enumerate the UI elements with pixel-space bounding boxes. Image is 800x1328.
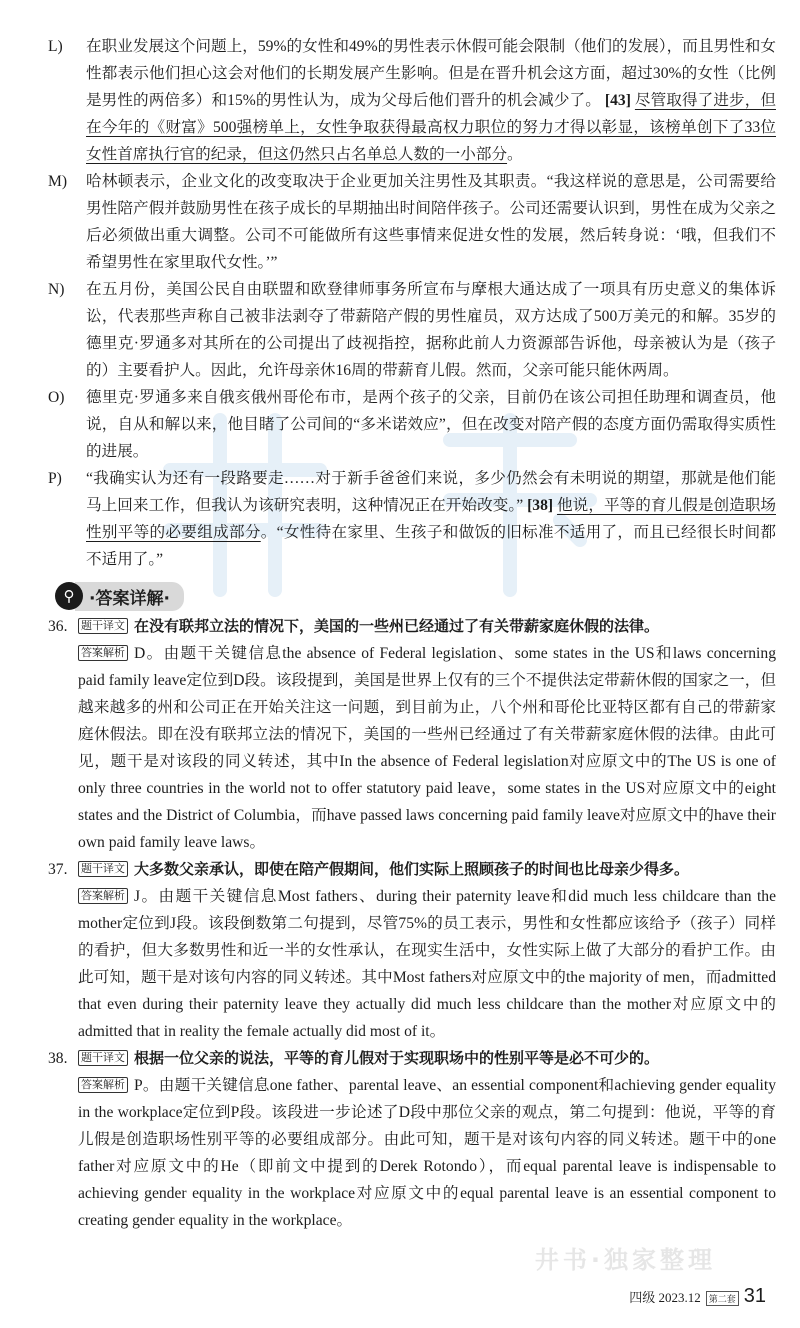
paragraph-label: O) [48,389,65,406]
question-ref: [38] [527,497,554,514]
answer-analysis-tag: 答案解析 [78,645,128,661]
question-translation-tag: 题干译文 [78,1050,128,1066]
paragraph-text-end: 。“女性待在家里、生孩子和做饭的旧标准不适用了，而且已经很长时间都不适用了。” [86,524,776,568]
paragraph-text: 在职业发展这个问题上，59%的女性和49%的男性表示休假可能会限制（他们的发展），而且男性和女性都表示他们担心这会对他们的长期发展产生影响。但是在晋升机会这方面，超过30%的女性（比例是男性的两倍多）和15%的男性认为，成为父母后他们晋升的机会减少了。 [86,38,776,109]
paragraph-label: L) [48,38,63,55]
answer-text: J。由题干关键信息Most fathers、during their paternity leave和did much less childcare than the mother定位到J段。该段倒数第二句提到，尽管75%的员工表示，男性和女性都应该给予（孩子）同样的看护，但大多数男性和近一半的女性承认，在现实生活中，女性实际上做了大部分的看护工作。由此可知，题干是对该句内容的同义转述。其中Most fathers对应原文中的the majority of men，而admitted that even during their paternity leave they actually did much less childcare than the mother对应原文中的admitted that in reality the female actually did most of it。 [78,888,776,1040]
question-36 [48,613,776,856]
exam-info: 四级 2023.12 [629,1290,701,1305]
paragraph-label: M) [48,173,68,190]
paragraph-text: 德里克·罗通多来自俄亥俄州哥伦布市，是两个孩子的父亲，目前仍在该公司担任助理和调查员，他说，自从和解以来，他目睹了公司间的“多米诺效应”，但在改变对陪产假的态度方面仍需取得实质性的进展。 [86,389,776,460]
underlined-text: 他说，平等的育儿假是创造职场性别平等的必要组成部分 [86,497,776,541]
question-translation-tag: 题干译文 [78,861,128,877]
question-text: 在没有联邦立法的情况下，美国的一些州已经通过了有关带薪家庭休假的法律。 [134,617,660,635]
question-37 [48,856,776,1045]
paragraph-text-end: 。 [507,146,523,163]
paragraph-text: 哈林顿表示，企业文化的改变取决于企业更加关注男性及其职责。“我这样说的意思是，公司需要给男性陪产假并鼓励男性在孩子成长的早期抽出时间陪伴孩子。公司还需要认识到，男性在成为父亲之后必须做出重大调整。公司不可能做所有这些事情来促进女性的发展，然后转身说：‘哦，但我们不希望男性在家里取代女性。’” [86,173,777,271]
question-ref: [43] [604,92,631,109]
question-number: 37. [48,861,68,878]
paragraph-label: P) [48,470,62,487]
lightbulb-icon: ⚲ [55,582,83,610]
question-number: 36. [48,618,68,635]
answer-analysis-tag: 答案解析 [78,1077,128,1093]
answer-text: D。由题干关键信息the absence of Federal legislation、some states in the US和laws concerning paid family leave定位到D段。该段提到，美国是世界上仅有的三个不提供法定带薪休假的国家之一，但越来越多的州和公司正在开始关注这一问题，到目前为止，八个州和哥伦比亚特区都有自己的带薪家庭休假法。即在没有联邦立法的情况下，美国的一些州已经通过了有关带薪家庭休假的法律。由此可见，题干是对该段的同义转述，其中In the absence of Federal legislation对应原文中的The US is one of only three countries in the world not to offer statutory paid leave，some states in the US对应原文中的eight states and the District of Columbia，而have passed laws concerning paid family leave对应原文中的have their own paid family leave laws。 [78,645,776,851]
page-footer [48,1285,776,1308]
paragraph-label: N) [48,281,65,298]
question-38 [48,1045,776,1234]
page-number: 31 [743,1285,766,1307]
section-title: ·答案详解· [75,582,184,611]
passage-paragraph-l [48,33,776,168]
paragraph-text: 在五月份，美国公民自由联盟和欧登律师事务所宣布与摩根大通达成了一项具有历史意义的集体诉讼，代表那些声称自己被非法剥夺了带薪陪产假的男性雇员，双方达成了500万美元的和解。35岁的德里克·罗通多对其所在的公司提出了歧视指控，据称此前人力资源部告诉他，母亲被认为是（孩子的）主要看护人。因此，允许母亲休16周的带薪育儿假。然而，父亲可能只能休两周。 [86,281,776,379]
passage-paragraph-o [48,384,776,465]
passage-paragraph-n [48,276,776,384]
section-header [55,581,776,611]
question-text: 根据一位父亲的说法，平等的育儿假对于实现职场中的性别平等是必不可少的。 [134,1049,660,1067]
question-translation-tag: 题干译文 [78,618,128,634]
passage-paragraph-p [48,465,776,573]
answer-analysis-tag: 答案解析 [78,888,128,904]
answer-text: P。由题干关键信息one father、parental leave、an essential component和achieving gender equality in the workplace定位到P段。该段进一步论述了D段中那位父亲的观点，第二句提到：他说，平等的育儿假是创造职场性别平等的必要组成部分。由此可知，题干是对该句内容的同义转述。题干中的one father对应原文中的He（即前文中提到的Derek Rotondo），而equal parental leave is indispensable to achieving gender equality in the workplace对应原文中的equal parental leave is an essential component to creating gender equality in the workplace。 [78,1077,776,1229]
watermark-row [48,1240,776,1275]
watermark: 井书·独家整理 [534,1246,716,1274]
set-badge: 第二套 [706,1291,739,1306]
underlined-text: 尽管取得了进步，但在今年的《财富》500强榜单上，女性争取获得最高权力职位的努力才得以彰显，该榜单创下了33位女性首席执行官的纪录，但这仍然只占名单总人数的一小部分 [86,92,776,163]
passage-paragraph-m [48,168,776,276]
question-text: 大多数父亲承认，即使在陪产假期间，他们实际上照顾孩子的时间也比母亲少得多。 [134,860,690,878]
question-number: 38. [48,1050,68,1067]
paragraph-text: “我确实认为还有一段路要走……对于新手爸爸们来说，多少仍然会有未明说的期望，那就是他们能马上回来工作，但我认为该研究表明，这种情况正在开始改变。” [86,470,776,514]
